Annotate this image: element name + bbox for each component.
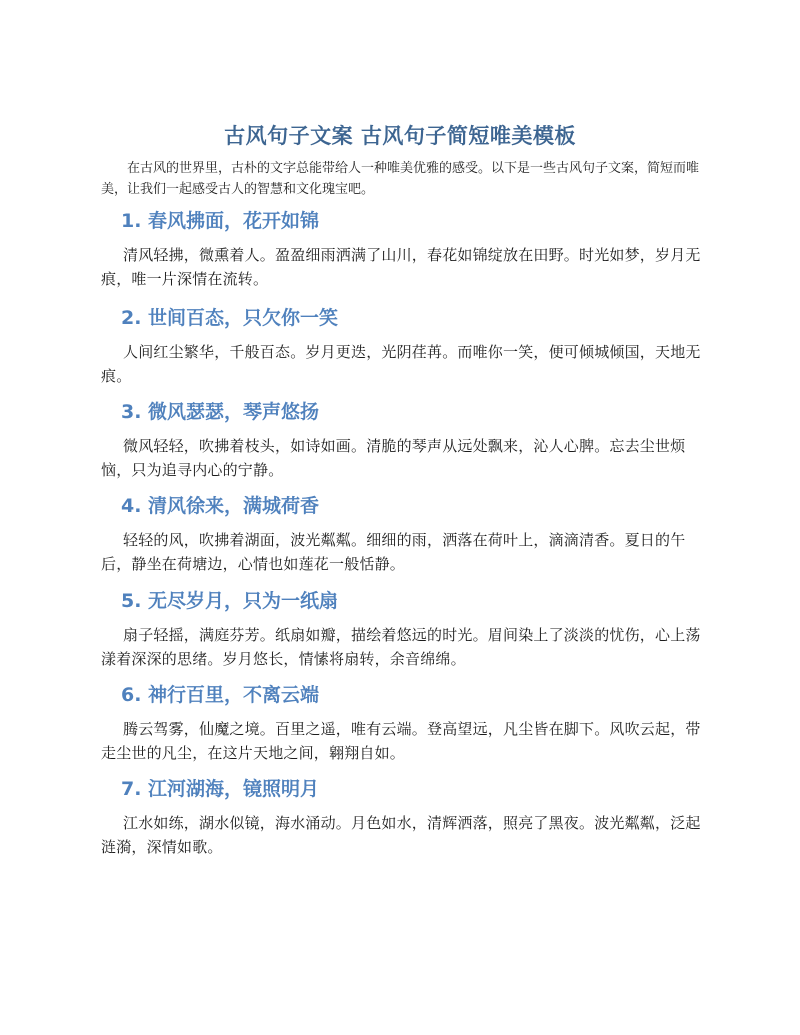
section-heading: 2. 世间百态，只欠你一笑 xyxy=(121,307,339,329)
section-heading: 3. 微风瑟瑟，琴声悠扬 xyxy=(121,401,320,423)
section-body: 扇子轻摇，满庭芬芳。纸扇如瓣，描绘着悠远的时光。眉间染上了淡淡的忧伤，心上荡漾着深深的思绪。岁月悠长，情愫将扇转，余音绵绵。 xyxy=(101,626,701,668)
section-3 xyxy=(101,399,701,482)
section-body: 江水如练，湖水似镜，海水涌动。月色如水，清辉洒落，照亮了黑夜。波光粼粼，泛起涟漪，深情如歌。 xyxy=(101,814,701,856)
section-body: 轻轻的风，吹拂着湖面，波光粼粼。细细的雨，洒落在荷叶上，滴滴清香。夏日的午后，静坐在荷塘边，心情也如莲花一般恬静。 xyxy=(101,531,686,573)
section-2 xyxy=(101,305,701,388)
section-heading: 4. 清风徐来，满城荷香 xyxy=(121,495,320,517)
page-title: 古风句子文案 古风句子简短唯美模板 xyxy=(224,124,576,148)
section-heading: 5. 无尽岁月，只为一纸扇 xyxy=(121,590,339,612)
section-body: 微风轻轻，吹拂着枝头，如诗如画。清脆的琴声从远处飘来，沁人心脾。忘去尘世烦恼，只为追寻内心的宁静。 xyxy=(101,437,686,479)
section-7 xyxy=(101,776,701,859)
section-6 xyxy=(101,682,701,765)
section-body: 人间红尘繁华，千般百态。岁月更迭，光阴荏苒。而唯你一笑，便可倾城倾国，天地无痕。 xyxy=(101,343,701,385)
section-heading: 6. 神行百里，不离云端 xyxy=(121,684,320,706)
section-body: 腾云驾雾，仙魔之境。百里之遥，唯有云端。登高望远，凡尘皆在脚下。风吹云起，带走尘世的凡尘，在这片天地之间，翱翔自如。 xyxy=(101,720,701,762)
section-body: 清风轻拂，微熏着人。盈盈细雨洒满了山川，春花如锦绽放在田野。时光如梦，岁月无痕，唯一片深情在流转。 xyxy=(101,246,701,288)
section-heading: 1. 春风拂面，花开如锦 xyxy=(121,210,320,232)
section-1 xyxy=(101,208,701,291)
section-5 xyxy=(101,588,701,671)
intro-paragraph: 在古风的世界里，古朴的文字总能带给人一种唯美优雅的感受。以下是一些古风句子文案，简短而唯美，让我们一起感受古人的智慧和文化瑰宝吧。 xyxy=(101,161,700,197)
section-heading: 7. 江河湖海，镜照明月 xyxy=(121,778,320,800)
section-4 xyxy=(101,493,701,576)
